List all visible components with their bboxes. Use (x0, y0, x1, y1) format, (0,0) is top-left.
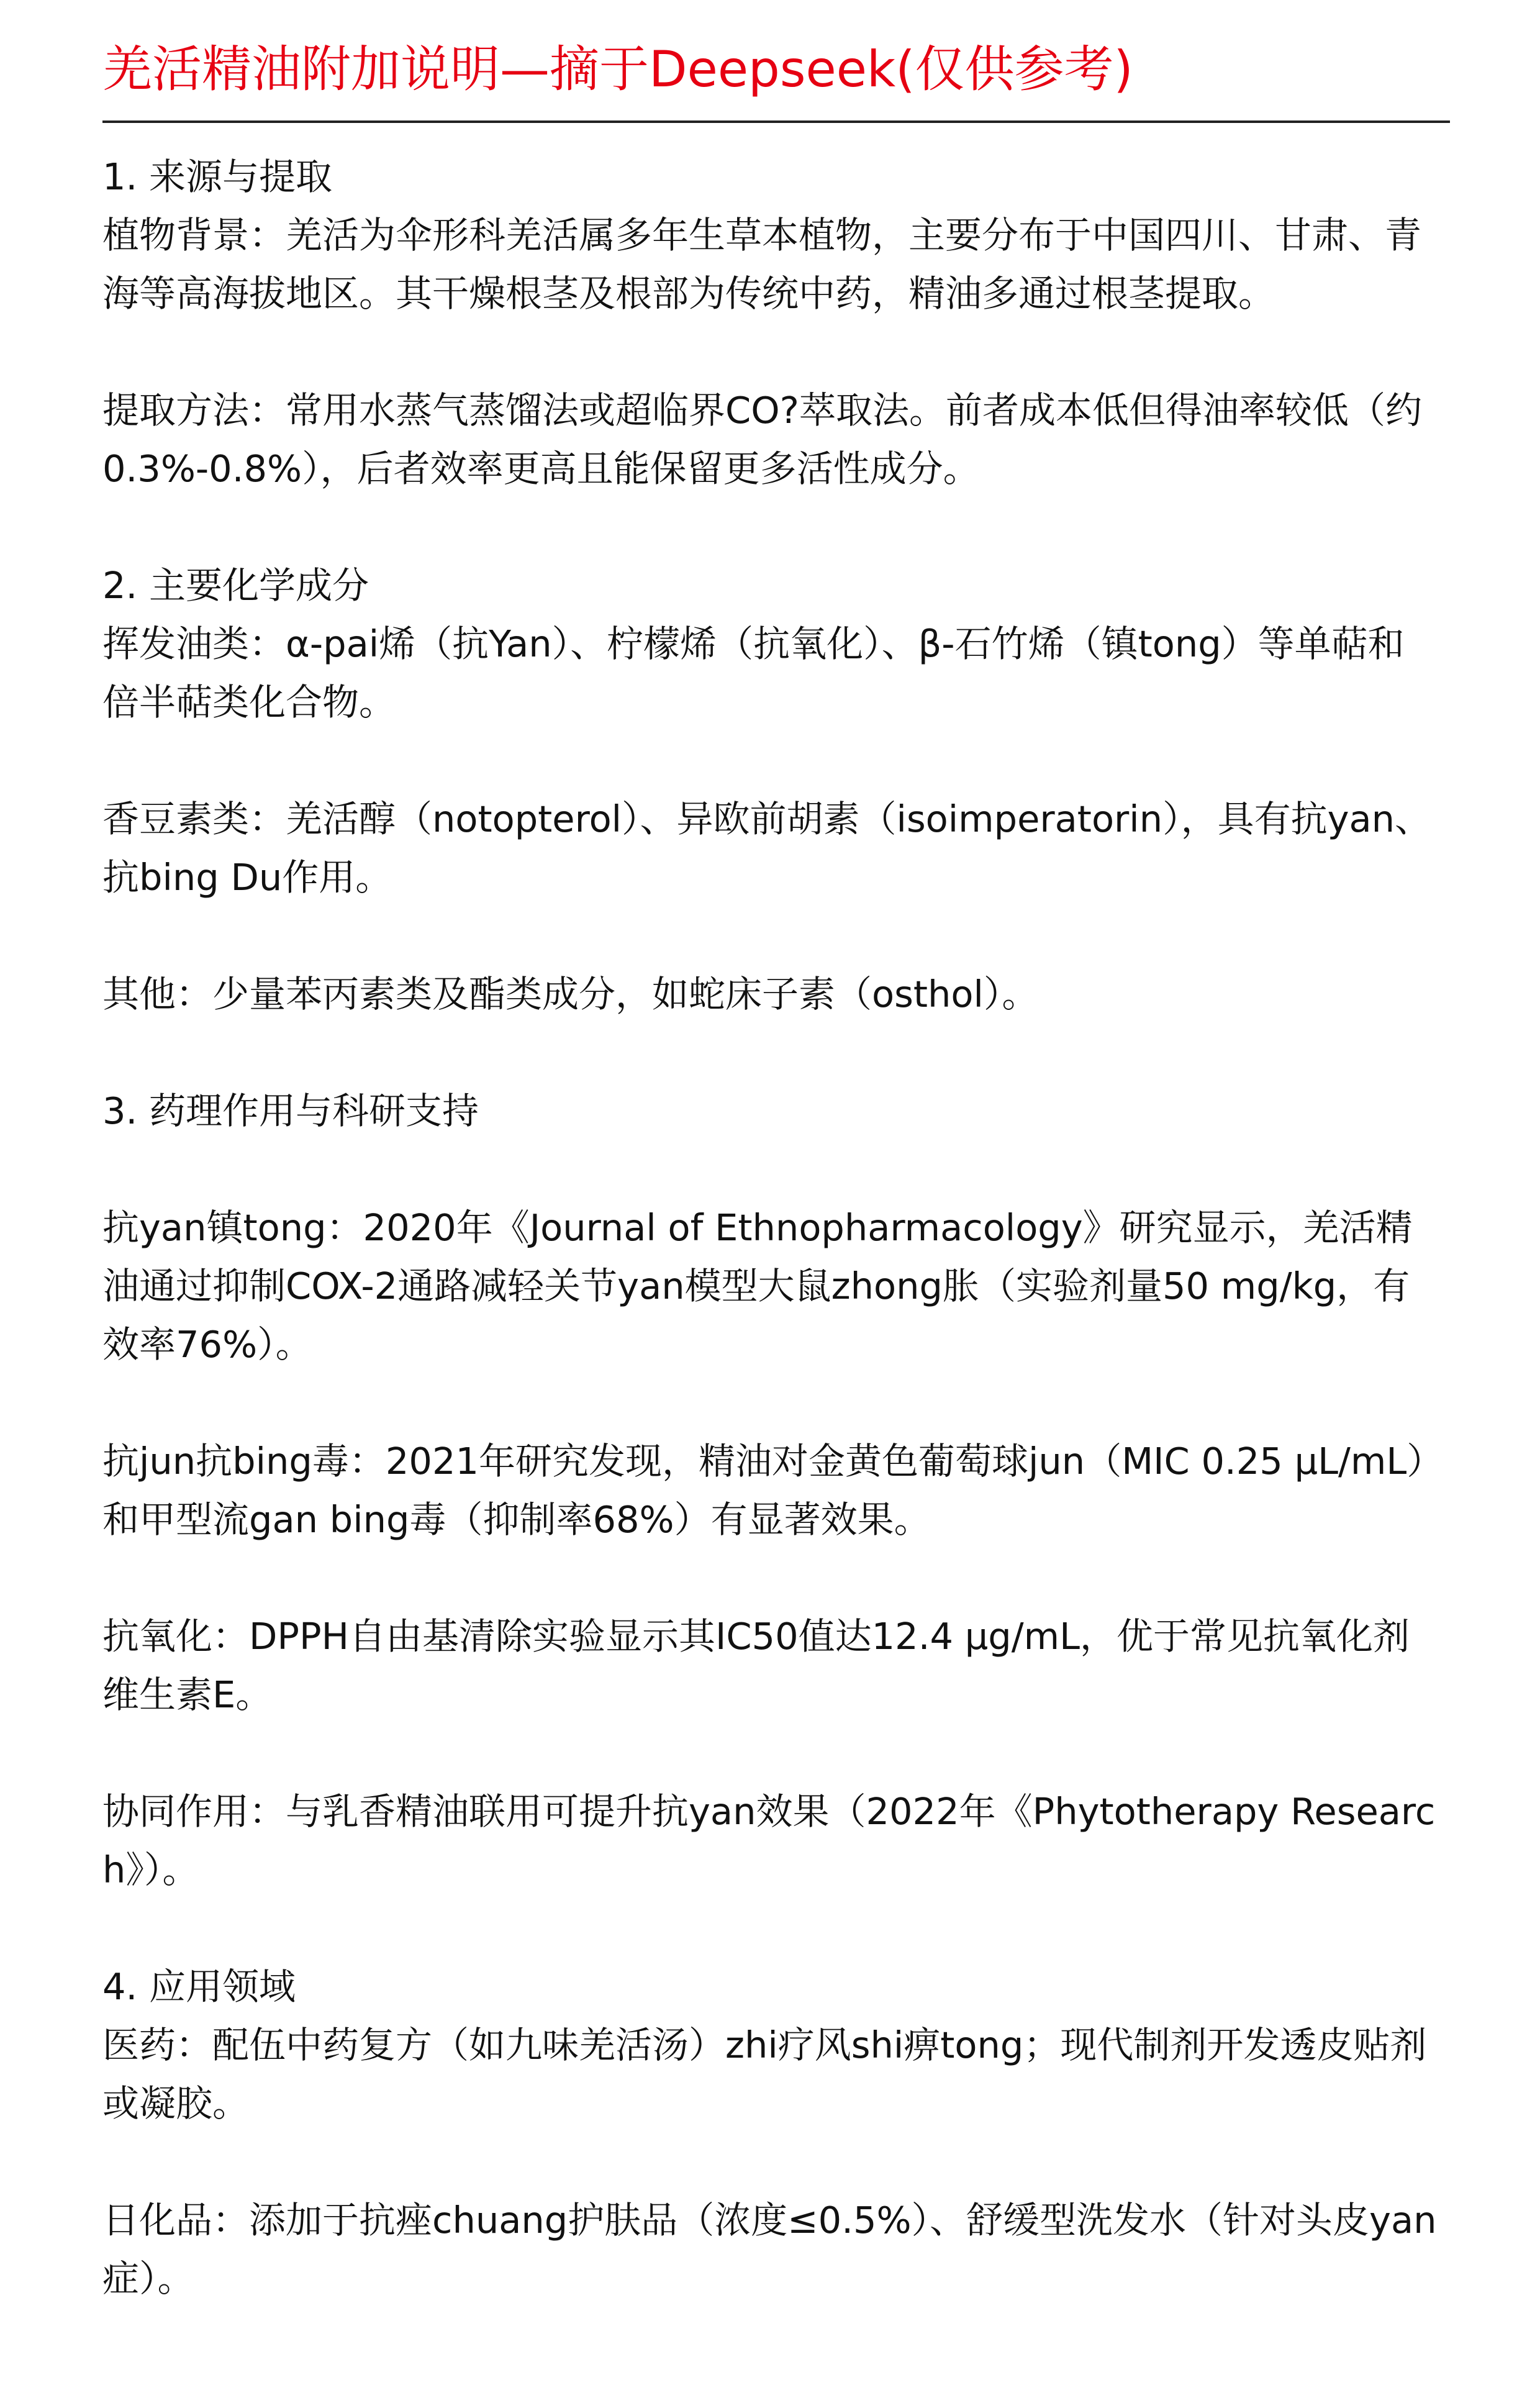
title-divider (102, 120, 1450, 123)
section-heading-applications: 4. 应用领域 (102, 1965, 296, 2008)
paragraph-antibacterial-antiviral: 抗jun抗bing毒：2021年研究发现，精油对金黄色葡萄球jun（MIC 0.25 μL/mL）和甲型流gan bing毒（抑制率68%）有显著效果。 (102, 1440, 1425, 1541)
document-title: 羌活精油附加说明—摘于Deepseek(仅供参考) (102, 40, 1133, 98)
paragraph-extraction-method: 提取方法：常用水蒸气蒸馏法或超临界CO?萃取法。前者成本低但得油率较低（约0.3%-0.8%），后者效率更高且能保留更多活性成分。 (102, 389, 1422, 490)
section-heading-source: 1. 来源与提取 (102, 155, 333, 198)
paragraph-synergy: 协同作用：与乳香精油联用可提升抗yan效果（2022年《Phytotherapy Research》）。 (102, 1790, 1436, 1891)
paragraph-spacer (102, 1549, 1438, 1607)
document-body (102, 148, 1438, 2308)
paragraph-plant-background: 植物背景：羌活为伞形科羌活属多年生草本植物，主要分布于中国四川、甘肃、青海等高海拔地区。其干燥根茎及根部为传统中药，精油多通过根茎提取。 (102, 214, 1422, 315)
paragraph-volatile-oils: 挥发油类：α-pai烯（抗Yan）、柠檬烯（抗氧化）、β-石竹烯（镇tong）等单萜和倍半萜类化合物。 (102, 622, 1405, 724)
paragraph-daily-chemicals: 日化品：添加于抗痤chuang护肤品（浓度≤0.5%）、舒缓型洗发水（针对头皮yan症）。 (102, 2199, 1437, 2300)
paragraph-other-components: 其他：少量苯丙素类及酯类成分，如蛇床子素（osthol）。 (102, 973, 1039, 1015)
section-heading-chemistry: 2. 主要化学成分 (102, 564, 369, 607)
paragraph-spacer (102, 732, 1438, 790)
paragraph-spacer (102, 1899, 1438, 1958)
paragraph-spacer (102, 1024, 1438, 1082)
paragraph-spacer (102, 323, 1438, 381)
paragraph-spacer (102, 2133, 1438, 2191)
paragraph-spacer (102, 1724, 1438, 1783)
section-heading-pharmacology: 3. 药理作用与科研支持 (102, 1089, 479, 1132)
paragraph-antioxidant: 抗氧化：DPPH自由基清除实验显示其IC50值达12.4 μg/mL，优于常见抗氧化剂维生素E。 (102, 1615, 1410, 1716)
paragraph-spacer (102, 498, 1438, 556)
paragraph-anti-inflammatory: 抗yan镇tong：2020年《Journal of Ethnopharmacology》研究显示，羌活精油通过抑制COX-2通路减轻关节yan模型大鼠zhong胀（实验剂量50 mg/kg，有效率76%）。 (102, 1206, 1413, 1366)
paragraph-spacer (102, 907, 1438, 965)
paragraph-spacer (102, 1374, 1438, 1432)
paragraph-coumarins: 香豆素类：羌活醇（notopterol）、异欧前胡素（isoimperatorin），具有抗yan、抗bing Du作用。 (102, 797, 1432, 899)
paragraph-spacer (102, 1140, 1438, 1199)
paragraph-medicine: 医药：配伍中药复方（如九味羌活汤）zhi疗风shi痹tong；现代制剂开发透皮贴剂或凝胶。 (102, 2024, 1427, 2125)
